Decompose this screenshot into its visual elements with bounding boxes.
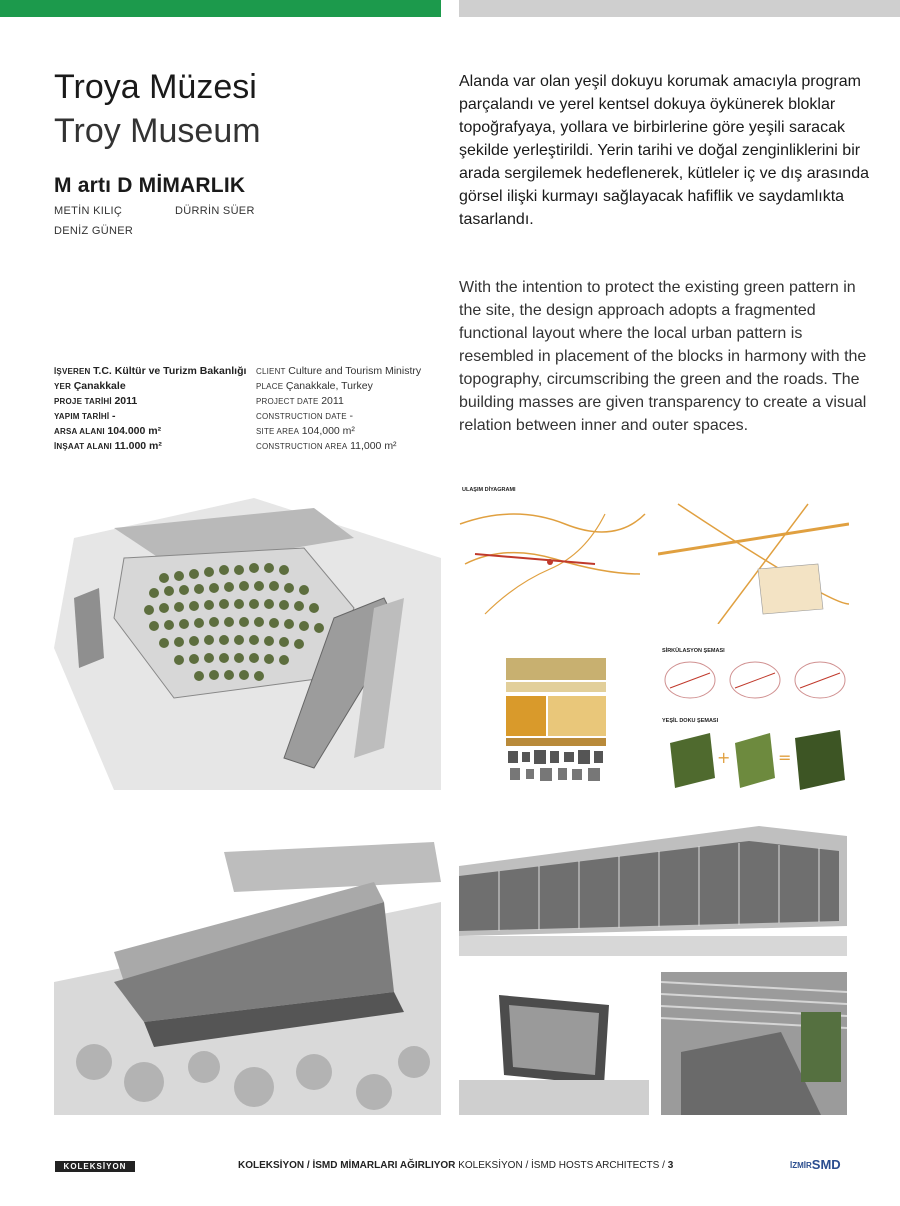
title-turkish: Troya Müzesi xyxy=(54,68,257,106)
exterior-render xyxy=(459,826,847,956)
aerial-render xyxy=(54,498,441,790)
site-map xyxy=(658,484,849,624)
pavilion-render xyxy=(459,975,649,1115)
exhibit-panel-diagram xyxy=(498,656,608,796)
description-turkish: Alanda var olan yeşil dokuyu korumak amacıyla program parçalandı ve yerel kentsel dokuya öykünerek bloklar topoğrafyaya, yollara ve birbirlerine göre yeşili saracak şekilde yerleştirildi. Yerin tarihi ve doğal zenginliklerini bir arada sergilemek hedeflenerek, kütleler iç ve dış arasında görsel ilişki kurmayı sağlayacak hafiflik ve saydamlıkta tasarlandı. xyxy=(459,73,869,228)
header-gray-bar xyxy=(459,0,900,17)
circulation-scheme xyxy=(660,648,850,710)
info-turkish: İŞVEREN T.C. Kültür ve Turizm Bakanlığı YER Çanakkale PROJE TARİHİ 2011 YAPIM TARİHİ - ARSA ALANI 104.000 m² İNŞAAT ALANI 11.000 m² xyxy=(54,365,247,452)
person-3: DENİZ GÜNER xyxy=(54,225,134,237)
svg-text:+: + xyxy=(717,748,731,767)
title-english: Troy Museum xyxy=(54,112,261,150)
green-texture-scheme-title: YEŞİL DOKU ŞEMASI xyxy=(662,718,719,724)
footer-caption: KOLEKSİYON / İSMD MİMARLARI AĞIRLIYOR KOLEKSİYON / İSMD HOSTS ARCHITECTS / 3 xyxy=(238,1160,674,1171)
circulation-scheme-title: SİRKÜLASYON ŞEMASI xyxy=(662,648,725,654)
description-english: With the intention to protect the existing green pattern in the site, the design approach adopts a fragmented functional layout where the local urban pattern is resembled in placement of the blocks in harmony with the topography, circumscribing the green and the roads. The building masses are given transparency to create a visual relation between inner and outer spaces. xyxy=(459,279,867,434)
transport-diagram-title: ULAŞIM DİYAGRAMI xyxy=(462,487,516,493)
footer-brand: İZMİRSMD xyxy=(790,1157,841,1172)
green-texture-scheme xyxy=(660,718,850,798)
info-english: CLIENT Culture and Tourism Ministry PLACE Çanakkale, Turkey PROJECT DATE 2011 CONSTRUCTION DATE - SITE AREA 104,000 m² CONSTRUCTION AREA 11,000 m² xyxy=(256,365,422,452)
person-1: METİN KILIÇ xyxy=(54,205,123,217)
firm-name: M artı D MİMARLIK xyxy=(54,174,246,197)
footer-logo: KOLEKSİYON xyxy=(55,1161,135,1172)
svg-text:=: = xyxy=(778,748,792,767)
person-2: DÜRRİN SÜER xyxy=(175,205,255,217)
interior-render xyxy=(661,972,847,1115)
transport-diagram xyxy=(455,484,646,624)
perspective-render-large xyxy=(54,812,441,1115)
header-green-bar xyxy=(0,0,441,17)
